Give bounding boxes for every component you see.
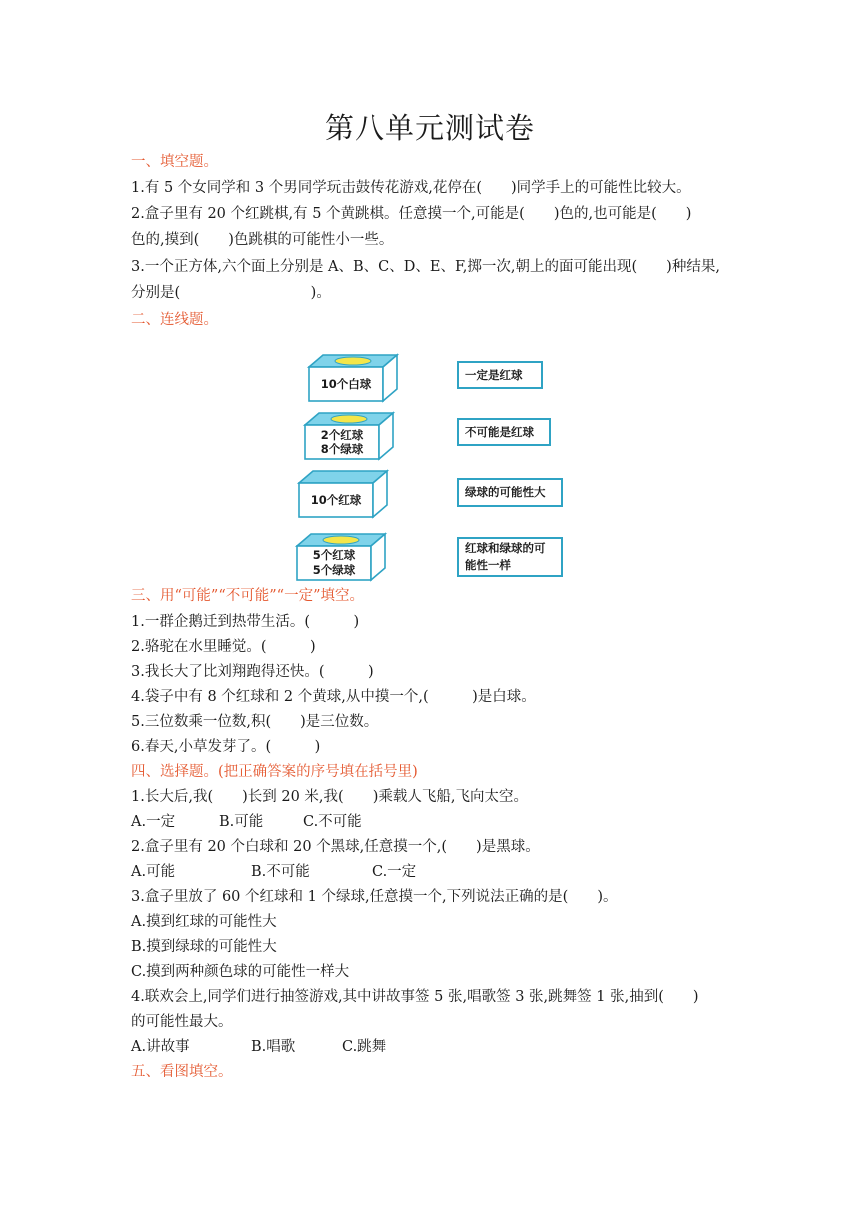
s4-q4-option-c: C.跳舞 (342, 1039, 387, 1055)
s4-question-4-line-1: 4.联欢会上,同学们进行抽签游戏,其中讲故事签 5 张,唱歌签 3 张,跳舞签 1 张,抽到( ) (131, 989, 699, 1005)
s4-question-4-line-2: 的可能性最大。 (131, 1014, 233, 1030)
ball-box-3 (299, 471, 387, 517)
s1-question-1: 1.有 5 个女同学和 3 个男同学玩击鼓传花游戏,花停在( )同学手上的可能性比较大。 (131, 180, 691, 196)
ball-box-1 (309, 355, 397, 401)
s3-question-4: 4.袋子中有 8 个红球和 2 个黄球,从中摸一个,( )是白球。 (131, 689, 536, 705)
s4-q2-option-c: C.一定 (372, 864, 417, 880)
match-card-4-label-line-1: 红球和绿球的可 (465, 541, 546, 555)
s4-question-2: 2.盒子里有 20 个白球和 20 个黑球,任意摸一个,( )是黑球。 (131, 839, 540, 855)
s3-question-3: 3.我长大了比刘翔跑得还快。( ) (131, 664, 374, 680)
s4-q1-option-b: B.可能 (219, 814, 264, 830)
s1-question-2-line-1: 2.盒子里有 20 个红跳棋,有 5 个黄跳棋。任意摸一个,可能是( )色的,也可能是( ) (131, 206, 692, 222)
s3-question-2: 2.骆驼在水里睡觉。( ) (131, 639, 316, 655)
s4-q3-option-c: C.摸到两种颜色球的可能性一样大 (131, 964, 350, 980)
s4-q3-option-b: B.摸到绿球的可能性大 (131, 939, 277, 955)
match-card-2[interactable] (457, 418, 551, 446)
s4-q3-option-a: A.摸到红球的可能性大 (131, 914, 277, 930)
s4-q1-option-c: C.不可能 (303, 814, 362, 830)
match-card-2-label: 不可能是红球 (465, 424, 534, 439)
ball-box-4-label-line-1: 5个红球 (312, 548, 356, 562)
s4-question-1: 1.长大后,我( )长到 20 米,我( )乘载人飞船,飞向太空。 (131, 789, 528, 805)
s3-question-6: 6.春天,小草发芽了。( ) (131, 739, 321, 755)
match-card-3-label: 绿球的可能性大 (465, 485, 546, 499)
s3-question-5: 5.三位数乘一位数,积( )是三位数。 (131, 714, 379, 730)
s4-question-4-options (131, 1037, 386, 1057)
section-1-heading: 一、填空题。 (131, 154, 218, 170)
match-card-1[interactable] (457, 361, 543, 389)
ball-box-2 (305, 413, 393, 459)
ball-box-2-label-line-1: 2个红球 (320, 428, 364, 442)
s4-question-3: 3.盒子里放了 60 个红球和 1 个绿球,任意摸一个,下列说法正确的是( )。 (131, 889, 618, 905)
s4-q4-option-b: B.唱歌 (251, 1039, 296, 1055)
s3-question-1: 1.一群企鹅迁到热带生活。( ) (131, 614, 360, 630)
s4-q1-option-a: A.一定 (131, 814, 176, 830)
ball-box-2-label-line-2: 8个绿球 (320, 442, 364, 456)
s4-q2-option-a: A.可能 (131, 864, 176, 880)
s1-question-3-line-1: 3.一个正方体,六个面上分别是 A、B、C、D、E、F,掷一次,朝上的面可能出现( )种结果, (131, 259, 720, 275)
page-title: 第八单元测试卷 (324, 111, 535, 145)
s1-question-3-line-2: 分别是( )。 (131, 285, 331, 301)
section-3-heading: 三、用“可能”“不可能”“一定”填空。 (131, 588, 364, 604)
s4-question-1-options (131, 812, 362, 832)
ball-box-4-label-line-2: 5个绿球 (312, 563, 356, 577)
s1-question-2-line-2: 色的,摸到( )色跳棋的可能性小一些。 (131, 232, 394, 248)
match-card-1-label: 一定是红球 (465, 367, 523, 382)
ball-box-3-label: 10个红球 (310, 493, 362, 507)
match-card-3[interactable] (457, 478, 563, 507)
s4-question-2-options (131, 862, 416, 882)
s4-q2-option-b: B.不可能 (251, 864, 310, 880)
match-card-4[interactable] (457, 537, 563, 577)
ball-box-1-label: 10个白球 (320, 377, 372, 391)
section-4-heading: 四、选择题。(把正确答案的序号填在括号里) (131, 764, 418, 780)
match-card-4-label-line-2: 能性一样 (465, 558, 511, 572)
section-2-heading: 二、连线题。 (131, 312, 218, 328)
section-5-heading: 五、看图填空。 (131, 1064, 233, 1080)
s4-q4-option-a: A.讲故事 (131, 1039, 190, 1055)
ball-box-4 (297, 534, 385, 580)
